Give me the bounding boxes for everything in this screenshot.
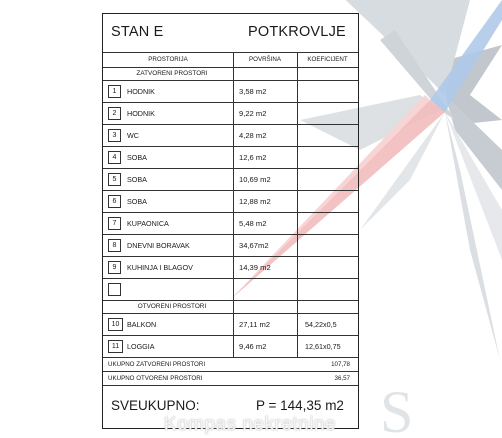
divider — [103, 234, 358, 235]
col-divider — [233, 80, 234, 313]
divider — [103, 335, 358, 336]
empty-room-number-box — [108, 283, 121, 296]
area-table-sheet — [102, 13, 359, 429]
room-name: WC — [127, 131, 139, 140]
room-area: 12,88 m2 — [239, 197, 271, 206]
room-number: 11 — [108, 340, 123, 353]
room-number: 6 — [108, 195, 121, 208]
divider — [103, 256, 358, 257]
room-name: BALKON — [127, 320, 157, 329]
column-header-area: POVRŠINA — [249, 56, 281, 63]
svg-text:S: S — [380, 379, 414, 438]
room-number: 4 — [108, 151, 121, 164]
divider — [103, 124, 358, 125]
col-divider — [233, 313, 234, 357]
section-label-open: OTVORENI PROSTORI — [137, 303, 207, 310]
divider — [103, 146, 358, 147]
unit-title: STAN E — [111, 24, 164, 40]
divider — [103, 168, 358, 169]
divider — [103, 102, 358, 103]
divider — [103, 80, 358, 81]
room-name: LOGGIA — [127, 342, 155, 351]
room-name: DNEVNI BORAVAK — [127, 241, 190, 250]
divider — [103, 212, 358, 213]
floor-title: POTKROVLJE — [248, 24, 346, 40]
closed-total-value: 107,78 — [331, 361, 350, 368]
col-divider — [297, 313, 298, 357]
room-number: 3 — [108, 129, 121, 142]
divider — [103, 300, 358, 301]
open-total-label: UKUPNO OTVORENI PROSTORI — [108, 375, 203, 382]
column-header-coefficient: KOEFICIJENT — [307, 56, 348, 63]
watermark-text: Kompas nekretnine — [163, 414, 337, 435]
grand-total-label: SVEUKUPNO: — [111, 398, 200, 413]
divider — [103, 385, 358, 386]
room-number: 8 — [108, 239, 121, 252]
room-area: 3,58 m2 — [239, 87, 267, 96]
closed-total-label: UKUPNO ZATVORENI PROSTORI — [108, 361, 206, 368]
room-number: 2 — [108, 107, 121, 120]
room-name: HODNIK — [127, 87, 155, 96]
divider — [103, 67, 358, 68]
room-coefficient: 54,22x0,5 — [305, 320, 337, 329]
room-name: SOBA — [127, 153, 147, 162]
open-total-value: 36,57 — [334, 375, 350, 382]
room-name: HODNIK — [127, 109, 155, 118]
room-area: 34,67m2 — [239, 241, 269, 250]
room-area: 10,69 m2 — [239, 175, 271, 184]
room-number: 5 — [108, 173, 121, 186]
col-divider — [297, 80, 298, 313]
room-name: SOBA — [127, 197, 147, 206]
section-label-closed: ZATVORENI PROSTORI — [136, 70, 208, 77]
divider — [103, 278, 358, 279]
room-area: 5,48 m2 — [239, 219, 267, 228]
room-area: 9,46 m2 — [239, 342, 267, 351]
room-area: 12,6 m2 — [239, 153, 267, 162]
room-number: 9 — [108, 261, 121, 274]
divider — [103, 190, 358, 191]
room-name: KUHINJA I BLAGOV — [127, 263, 193, 272]
room-area: 14,39 m2 — [239, 263, 271, 272]
column-header-room: PROSTORIJA — [148, 56, 188, 63]
room-area: 9,22 m2 — [239, 109, 267, 118]
room-number: 1 — [108, 85, 121, 98]
room-number: 10 — [108, 318, 123, 331]
room-coefficient: 12,61x0,75 — [305, 342, 341, 351]
divider — [103, 52, 358, 53]
room-name: SOBA — [127, 175, 147, 184]
room-area: 27,11 m2 — [239, 320, 271, 329]
room-name: KUPAONICA — [127, 219, 169, 228]
divider — [103, 371, 358, 372]
divider — [103, 357, 358, 358]
divider — [103, 313, 358, 314]
room-area: 4,28 m2 — [239, 131, 267, 140]
grand-total-value: P = 144,35 m2 — [256, 398, 344, 413]
room-number: 7 — [108, 217, 121, 230]
